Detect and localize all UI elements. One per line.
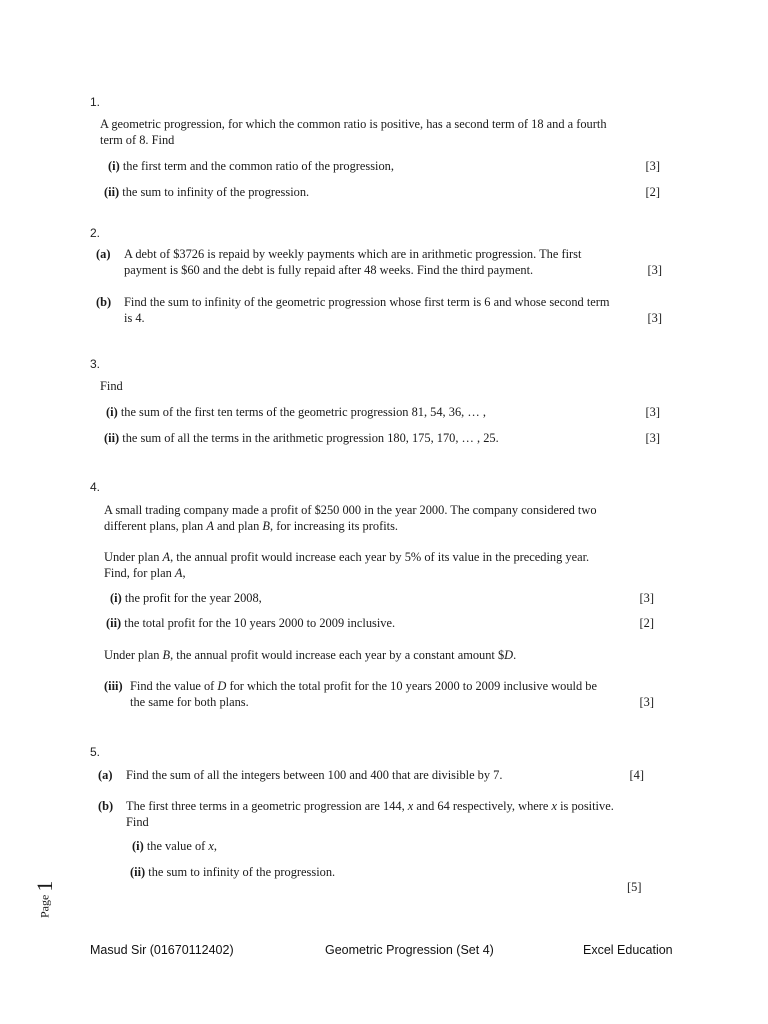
part-text: payment is $60 and the debt is fully repaid after 48 weeks. Find the third payment.	[124, 263, 534, 277]
intro-line: A small trading company made a profit of $250 000 in the year 2000. The company considered two	[104, 503, 597, 517]
question-3-number: 3.	[90, 357, 101, 371]
question-5-part-b-ii	[130, 864, 335, 880]
question-1-stem	[100, 116, 670, 148]
footer-right: Excel Education	[583, 943, 673, 957]
part-text: is 4.	[124, 311, 145, 325]
question-3-find: Find	[100, 379, 123, 393]
marks: [2]	[645, 185, 660, 199]
stem-line: A geometric progression, for which the common ratio is positive, has a second term of 18 and a fourth	[100, 117, 607, 131]
part-text: the sum to infinity of the progression.	[122, 185, 310, 199]
question-5-number: 5.	[90, 745, 101, 759]
part-text: Find the sum of all the integers between 100 and 400 that are divisible by 7.	[126, 768, 503, 782]
question-1-number: 1.	[90, 95, 101, 109]
part-text: the sum of all the terms in the arithmetic progression 180, 175, 170, … , 25.	[122, 431, 499, 445]
part-text: the same for both plans.	[130, 695, 249, 709]
question-5-part-b-marks: [5]	[627, 880, 642, 894]
marks: [3]	[645, 405, 660, 419]
question-3-part-ii	[104, 430, 660, 446]
question-5-part-b	[98, 798, 658, 830]
part-label: (b)	[98, 799, 114, 813]
marks: [3]	[639, 591, 654, 605]
part-label: (a)	[96, 247, 111, 261]
footer-left: Masud Sir (01670112402)	[90, 943, 234, 957]
part-label: (iii)	[104, 679, 123, 693]
part-label: (i)	[110, 591, 122, 605]
page-word: Page	[37, 894, 52, 918]
question-2-number: 2.	[90, 226, 101, 240]
part-text: the profit for the year 2008,	[124, 591, 262, 605]
question-2-part-b	[96, 294, 666, 326]
question-4-intro	[104, 502, 664, 534]
question-5-part-a	[98, 767, 644, 783]
question-4-plan-b: Under plan B, the annual profit would increase each year by a constant amount $D.	[104, 648, 517, 662]
plan-a-line: Under plan A, the annual profit would increase each year by 5% of its value in the preceding year.	[104, 550, 590, 564]
part-label: (b)	[96, 295, 112, 309]
question-4-part-ii	[106, 615, 654, 631]
part-label: (a)	[98, 768, 113, 782]
marks: [3]	[645, 159, 660, 173]
part-text: the sum to infinity of the progression.	[148, 865, 336, 879]
part-text: the sum of the first ten terms of the geometric progression 81, 54, 36, … ,	[120, 405, 486, 419]
part-label: (ii)	[130, 865, 146, 879]
part-text: The first three terms in a geometric progression are 144, x and 64 respectively, where x is positive.	[126, 799, 614, 813]
question-1-part-i	[108, 158, 660, 174]
part-label: (ii)	[106, 616, 122, 630]
question-4-plan-a	[104, 549, 664, 581]
question-5-part-b-i: (i) the value of x,	[132, 839, 218, 853]
page-number: 1	[32, 880, 57, 892]
part-label: (i)	[132, 839, 144, 853]
part-label: (i)	[108, 159, 120, 173]
part-text: A debt of $3726 is repaid by weekly payments which are in arithmetic progression. The first	[124, 247, 582, 261]
question-1-part-ii	[104, 184, 660, 200]
part-text: Find the value of D for which the total profit for the 10 years 2000 to 2009 inclusive would be	[130, 679, 597, 693]
marks: [3]	[645, 431, 660, 445]
question-4-part-iii	[104, 678, 664, 710]
question-2-part-a	[96, 246, 666, 278]
marks: [3]	[647, 311, 662, 325]
part-label: (i)	[106, 405, 118, 419]
footer-center: Geometric Progression (Set 4)	[325, 943, 494, 957]
stem-line: term of 8. Find	[100, 133, 175, 147]
plan-a-line: Find, for plan A,	[104, 566, 186, 580]
part-label: (ii)	[104, 185, 120, 199]
marks: [4]	[629, 768, 644, 782]
part-text: Find	[126, 815, 149, 829]
intro-line: different plans, plan A and plan B, for increasing its profits.	[104, 519, 399, 533]
part-text: the first term and the common ratio of the progression,	[122, 159, 394, 173]
question-3-part-i	[106, 404, 660, 420]
part-text: Find the sum to infinity of the geometric progression whose first term is 6 and whose second term	[124, 295, 610, 309]
marks: [3]	[647, 263, 662, 277]
page-number-label	[32, 880, 62, 998]
question-4-number: 4.	[90, 480, 101, 494]
part-text: the total profit for the 10 years 2000 to 2009 inclusive.	[124, 616, 396, 630]
marks: [2]	[639, 616, 654, 630]
question-4-part-i	[110, 590, 654, 606]
part-label: (ii)	[104, 431, 120, 445]
marks: [3]	[639, 695, 654, 709]
